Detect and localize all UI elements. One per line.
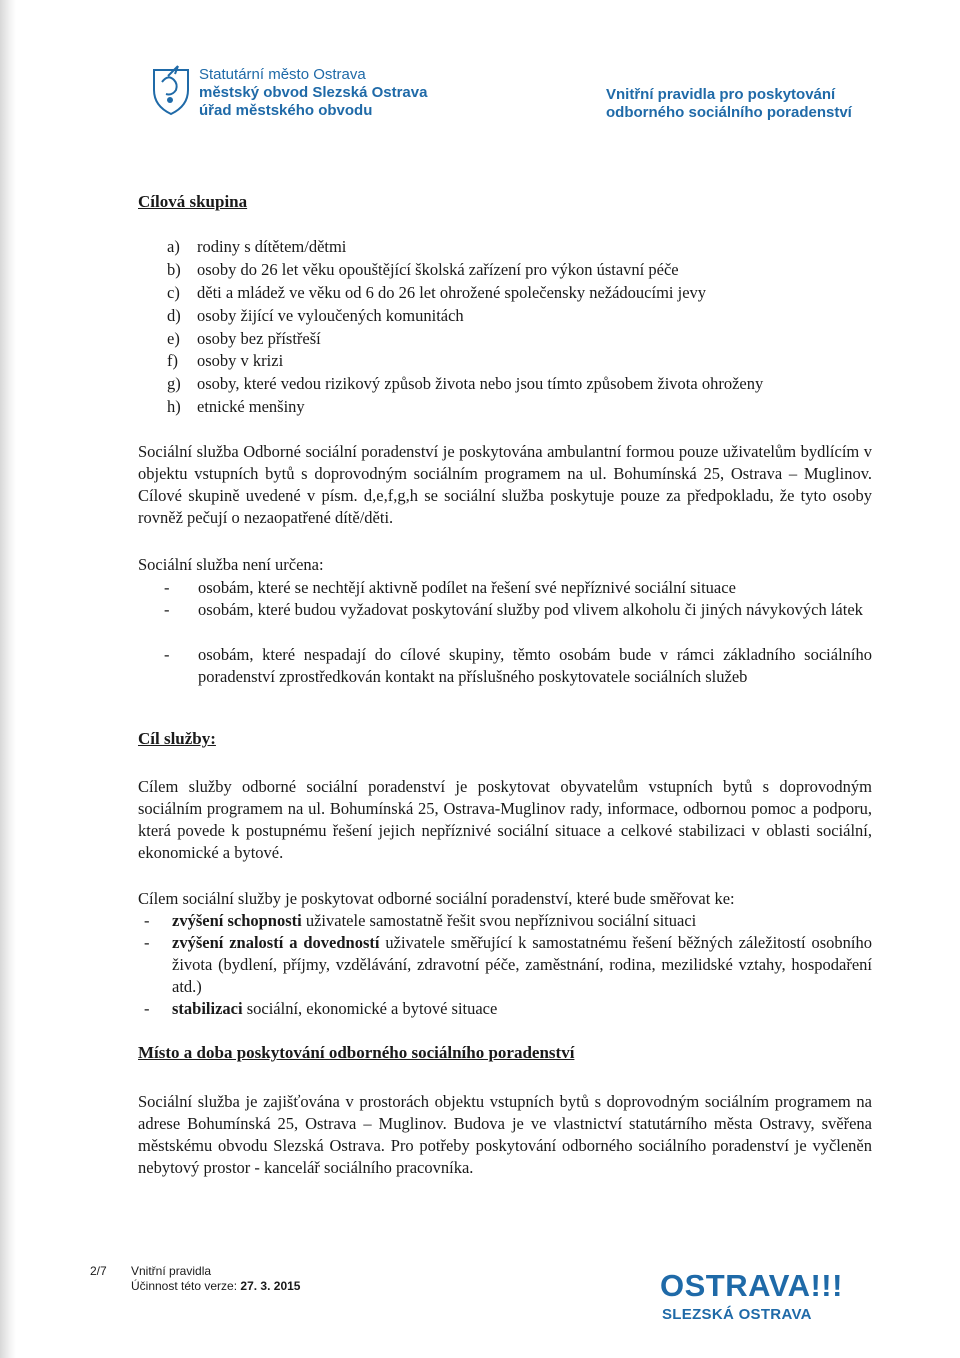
not-intended-intro: Sociální služba není určena: [138,555,324,574]
dash-marker: - [144,911,150,930]
list-item [167,259,679,281]
place-paragraph: Sociální služba je zajišťována v prostorách objektu vstupních bytů s doprovodným sociálním programem na adrese Bohumínská 25, Ostrava – Muglinov. Budova je ve vlastnictví statutárního města Ostravy, svěřena městskému obvodu Slezská Ostrava. Pro potřeby poskytování odborného sociálního poradenství je vyčleněn nebytový prostor - kancelář sociálního pracovníka. [138,1092,872,1177]
footer-doc-name: Vnitřní pravidla [131,1264,212,1278]
dash-list-item [138,998,872,1020]
document-title-header [606,86,852,122]
dash-marker: - [164,645,170,664]
footer-validity-label: Účinnost této verze: [131,1279,238,1293]
dash-list-item [164,644,872,688]
org-line-1: Statutární město Ostrava [199,66,366,83]
list-item-text: osoby, které vedou rizikový způsob života nebo jsou tímto způsobem života ohroženy [197,374,764,393]
list-marker: d) [167,306,181,325]
section-title-target-group: Cílová skupina [138,192,248,211]
service-scope-paragraph: Sociální služba Odborné sociální poradenství je poskytována ambulantní formou pouze uživatelům bydlícím v objektu vstupních bytů s doprovodným sociálním programem na ul. Bohumínská 25, Ostrava – Muglinov. Cílové skupině uvedené v písm. d,e,f,g,h se sociální služba poskytuje pouze za předpokladu, že tyto osoby rovněž pečují o nezaopatřené dítě/děti. [138,442,872,527]
dash-list-text: osobám, které budou vyžadovat poskytování služby pod vlivem alkoholu či jiných návykových látek [198,600,863,619]
dash-list-item [138,910,872,932]
dash-list-item [164,599,872,621]
list-item-text: rodiny s dítětem/dětmi [197,237,347,256]
list-marker: c) [167,283,180,302]
list-item [167,328,321,350]
slezska-ostrava-logo-sub: SLEZSKÁ OSTRAVA [662,1306,812,1323]
bold-phrase: zvýšení schopnosti [172,911,302,930]
list-item [167,350,283,372]
list-item-text: osoby do 26 let věku opouštějící školská zařízení pro výkon ústavní péče [197,260,679,279]
dash-marker: - [164,600,170,619]
list-item [167,305,464,327]
goal-paragraph: Cílem služby odborné sociální poradenství je poskytovat obyvatelům vstupních bytů s doprovodným sociálním programem na ul. Bohumínská 25, Ostrava-Muglinov rady, informace, odbornou pomoc a podporu, která povede k postupnému řešení jejich nepříznivé sociální situace a celkové stabilizaci v oblasti sociální, ekonomické a bytové. [138,777,872,862]
section-title-goal: Cíl služby: [138,729,216,748]
dash-marker: - [164,578,170,597]
list-marker: b) [167,260,181,279]
org-line-2: městský obvod Slezská Ostrava [199,84,428,101]
goal-intro: Cílem sociální služby je poskytovat odborné sociální poradenství, které bude směřovat ke: [138,889,735,908]
list-item [167,396,305,418]
list-item-text: osoby bez přístřeší [197,329,321,348]
list-marker: a) [167,237,180,256]
dash-list-text: osobám, které se nechtějí aktivně podílet na řešení své nepříznivé sociální situace [198,578,736,597]
city-coat-of-arms-icon [148,62,194,116]
list-item-text: děti a mládež ve věku od 6 do 26 let ohrožené společensky nežádoucími jevy [197,283,707,302]
bold-phrase: zvýšení znalostí a dovedností [172,933,380,952]
dash-marker: - [144,933,150,952]
list-item-text: osoby žijící ve vyloučených komunitách [197,306,464,325]
list-marker: f) [167,351,178,370]
dash-list-text: uživatele směřující k samostatnému řešení běžných záležitostí osobního života (bydlení, příjmy, vzdělávání, zdravotní péče, zaměstnání, rodina, mezilidské vztahy, hospodaření atd.) [172,933,872,996]
list-item [167,282,706,304]
footer-validity-date: 27. 3. 2015 [240,1279,301,1293]
dash-marker: - [144,999,150,1018]
doc-title-line-1: Vnitřní pravidla pro poskytování [606,86,836,103]
list-item [167,236,346,258]
page-number: 2/7 [90,1264,107,1278]
list-item [167,373,763,395]
dash-list-item [164,577,872,599]
bold-phrase: stabilizaci [172,999,243,1018]
dash-list-text: osobám, které nespadají do cílové skupiny, těmto osobám bude v rámci základního sociálního poradenství zprostředkován kontakt na příslušného poskytovatele sociálních služeb [198,645,872,686]
list-item-text: osoby v krizi [197,351,284,370]
dash-list-text: sociální, ekonomické a bytové situace [242,999,498,1018]
list-item-text: etnické menšiny [197,397,305,416]
section-title-place: Místo a doba poskytování odborného sociálního poradenství [138,1043,575,1062]
footer-document-info [131,1264,300,1294]
list-marker: h) [167,397,181,416]
dash-list-item [138,932,872,998]
doc-title-line-2: odborného sociálního poradenství [606,104,852,121]
org-line-3: úřad městského obvodu [199,102,373,119]
list-marker: g) [167,374,181,393]
ostrava-logo: OSTRAVA!!! [660,1268,843,1303]
page-edge-shadow [0,0,16,1358]
organization-header [199,66,427,120]
list-marker: e) [167,329,180,348]
dash-list-text: uživatele samostatně řešit svou nepříznivou sociální situaci [301,911,697,930]
